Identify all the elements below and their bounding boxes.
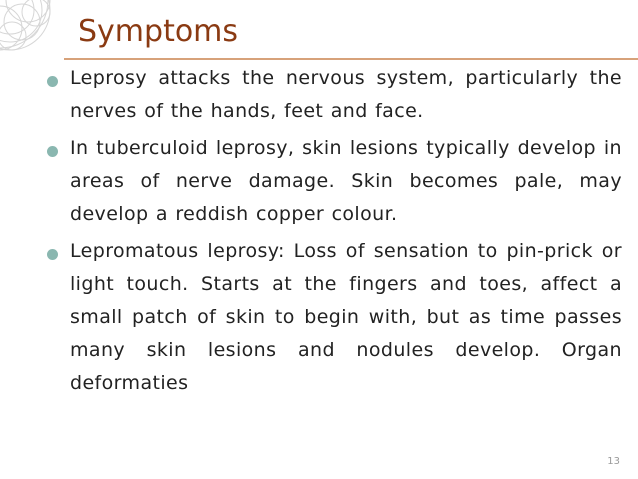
page-title: Symptoms xyxy=(78,14,239,49)
bullet-text: Leprosy attacks the nervous system, particularly the nerves of the hands, feet and face. xyxy=(70,67,622,122)
page-number: 13 xyxy=(607,456,620,467)
list-item xyxy=(46,132,622,231)
list-item xyxy=(46,235,622,400)
bullet-circle-icon xyxy=(46,75,59,88)
list-item xyxy=(46,62,622,128)
bullet-circle-icon xyxy=(46,145,59,158)
circular-pattern-icon xyxy=(0,0,70,70)
bullet-text: In tuberculoid leprosy, skin lesions typically develop in areas of nerve damage. Skin becomes pale, may develop a reddish copper colour. xyxy=(70,137,622,225)
bullet-circle-icon xyxy=(46,248,59,261)
bullet-list xyxy=(46,62,622,404)
bullet-text: Lepromatous leprosy: Loss of sensation to pin-prick or light touch. Starts at the fingers and toes, affect a small patch of skin to begin with, but as time passes many skin lesions and nodules develop. Organ deformaties xyxy=(70,240,622,394)
title-divider xyxy=(64,58,638,60)
